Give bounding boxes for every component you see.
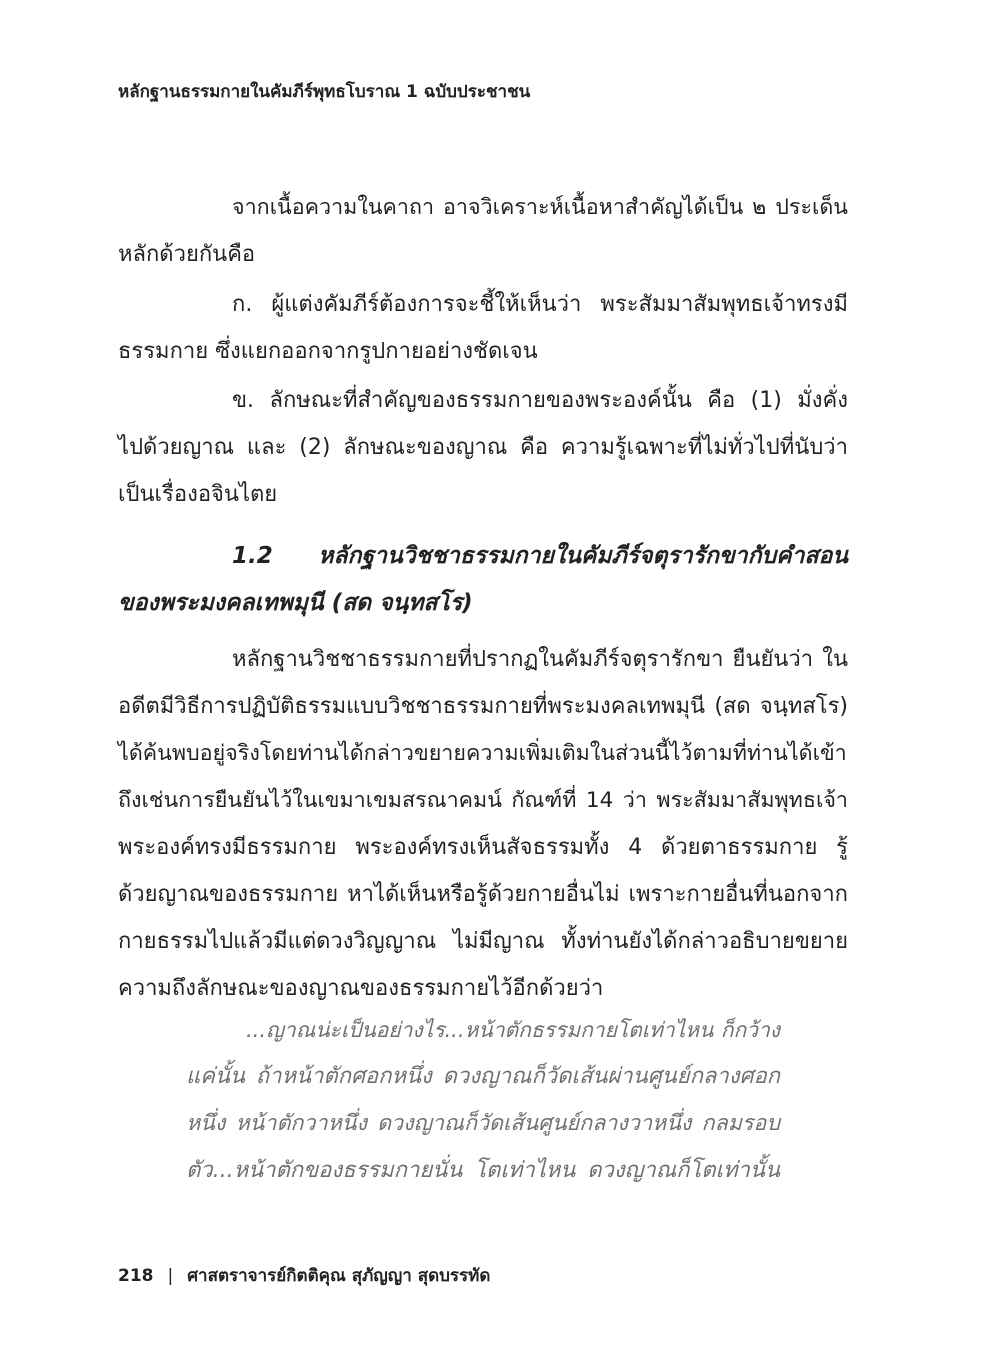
body-line: ไปด้วยญาณ และ (2) ลักษณะของญาณ คือ ความรู้เฉพาะที่ไม่ทั่วไปที่นับว่า [118, 435, 848, 460]
quote-line: ตัว...หน้าตักของธรรมกายนั่น โตเท่าไหน ดวงญาณก็โตเท่านั้น [186, 1158, 780, 1183]
page-footer [118, 1262, 490, 1289]
footer-separator: | [167, 1266, 174, 1286]
body-line: ก. ผู้แต่งคัมภีร์ต้องการจะชี้ให้เห็นว่า พระสัมมาสัมพุทธเจ้าทรงมี [232, 292, 848, 317]
body-line: ได้ค้นพบอยู่จริงโดยท่านได้กล่าวขยายความเพิ่มเติมในส่วนนี้ไว้ตามที่ท่านได้เข้า [118, 741, 847, 766]
body-line: ธรรมกาย ซึ่งแยกออกจากรูปกายอย่างชัดเจน [118, 339, 538, 364]
quote-line: แค่นั้น ถ้าหน้าตักศอกหนึ่ง ดวงญาณก็วัดเส้นผ่านศูนย์กลางศอก [186, 1064, 780, 1089]
body-line: จากเนื้อความในคาถา อาจวิเคราะห์เนื้อหาสำคัญได้เป็น ๒ ประเด็น [232, 195, 848, 220]
page-number: 218 [118, 1266, 154, 1286]
body-line: พระองค์ทรงมีธรรมกาย พระองค์ทรงเห็นสัจธรรมทั้ง 4 ด้วยตาธรรมกาย รู้ [118, 835, 848, 860]
running-header: หลักฐานธรรมกายในคัมภีร์พุทธโบราณ 1 ฉบับประชาชน [118, 82, 531, 102]
quote-line: ...ญาณน่ะเป็นอย่างไร...หน้าตักธรรมกายโตเท่าไหน ก็กว้าง [246, 1018, 780, 1042]
body-line: หลักฐานวิชชาธรรมกายที่ปรากฏในคัมภีร์จตุรารักขา ยืนยันว่า ใน [232, 647, 848, 672]
body-line: ข. ลักษณะที่สำคัญของธรรมกายของพระองค์นั้น คือ (1) มั่งคั่ง [232, 388, 848, 413]
section-heading: ของพระมงคลเทพมุนี (สด จนฺทสโร) [118, 590, 473, 616]
body-line: อดีตมีวิธีการปฏิบัติธรรมแบบวิชชาธรรมกายที่พระมงคลเทพมุนี (สด จนฺทสโร) [118, 694, 848, 719]
body-line: เป็นเรื่องอจินไตย [118, 482, 278, 507]
body-line: หลักด้วยกันคือ [118, 242, 256, 267]
body-line: ความถึงลักษณะของญาณของธรรมกายไว้อีกด้วยว่า [118, 976, 604, 1001]
quote-line: หนึ่ง หน้าตักวาหนึ่ง ดวงญาณก็วัดเส้นศูนย์กลางวาหนึ่ง กลมรอบ [186, 1111, 780, 1136]
body-line: ด้วยญาณของธรรมกาย หาได้เห็นหรือรู้ด้วยกายอื่นไม่ เพราะกายอื่นที่นอกจาก [118, 882, 848, 907]
section-heading: 1.2 หลักฐานวิชชาธรรมกายในคัมภีร์จตุรารักขากับคำสอน [232, 543, 848, 569]
body-line: กายธรรมไปแล้วมีแต่ดวงวิญญาณ ไม่มีญาณ ทั้งท่านยังได้กล่าวอธิบายขยาย [118, 929, 848, 954]
footer-author: ศาสตราจารย์กิตติคุณ สุภัญญา สุดบรรทัด [187, 1266, 491, 1286]
body-line: ถึงเช่นการยืนยันไว้ในเขมาเขมสรณาคมน์ กัณฑ์ที่ 14 ว่า พระสัมมาสัมพุทธเจ้า [118, 788, 848, 813]
